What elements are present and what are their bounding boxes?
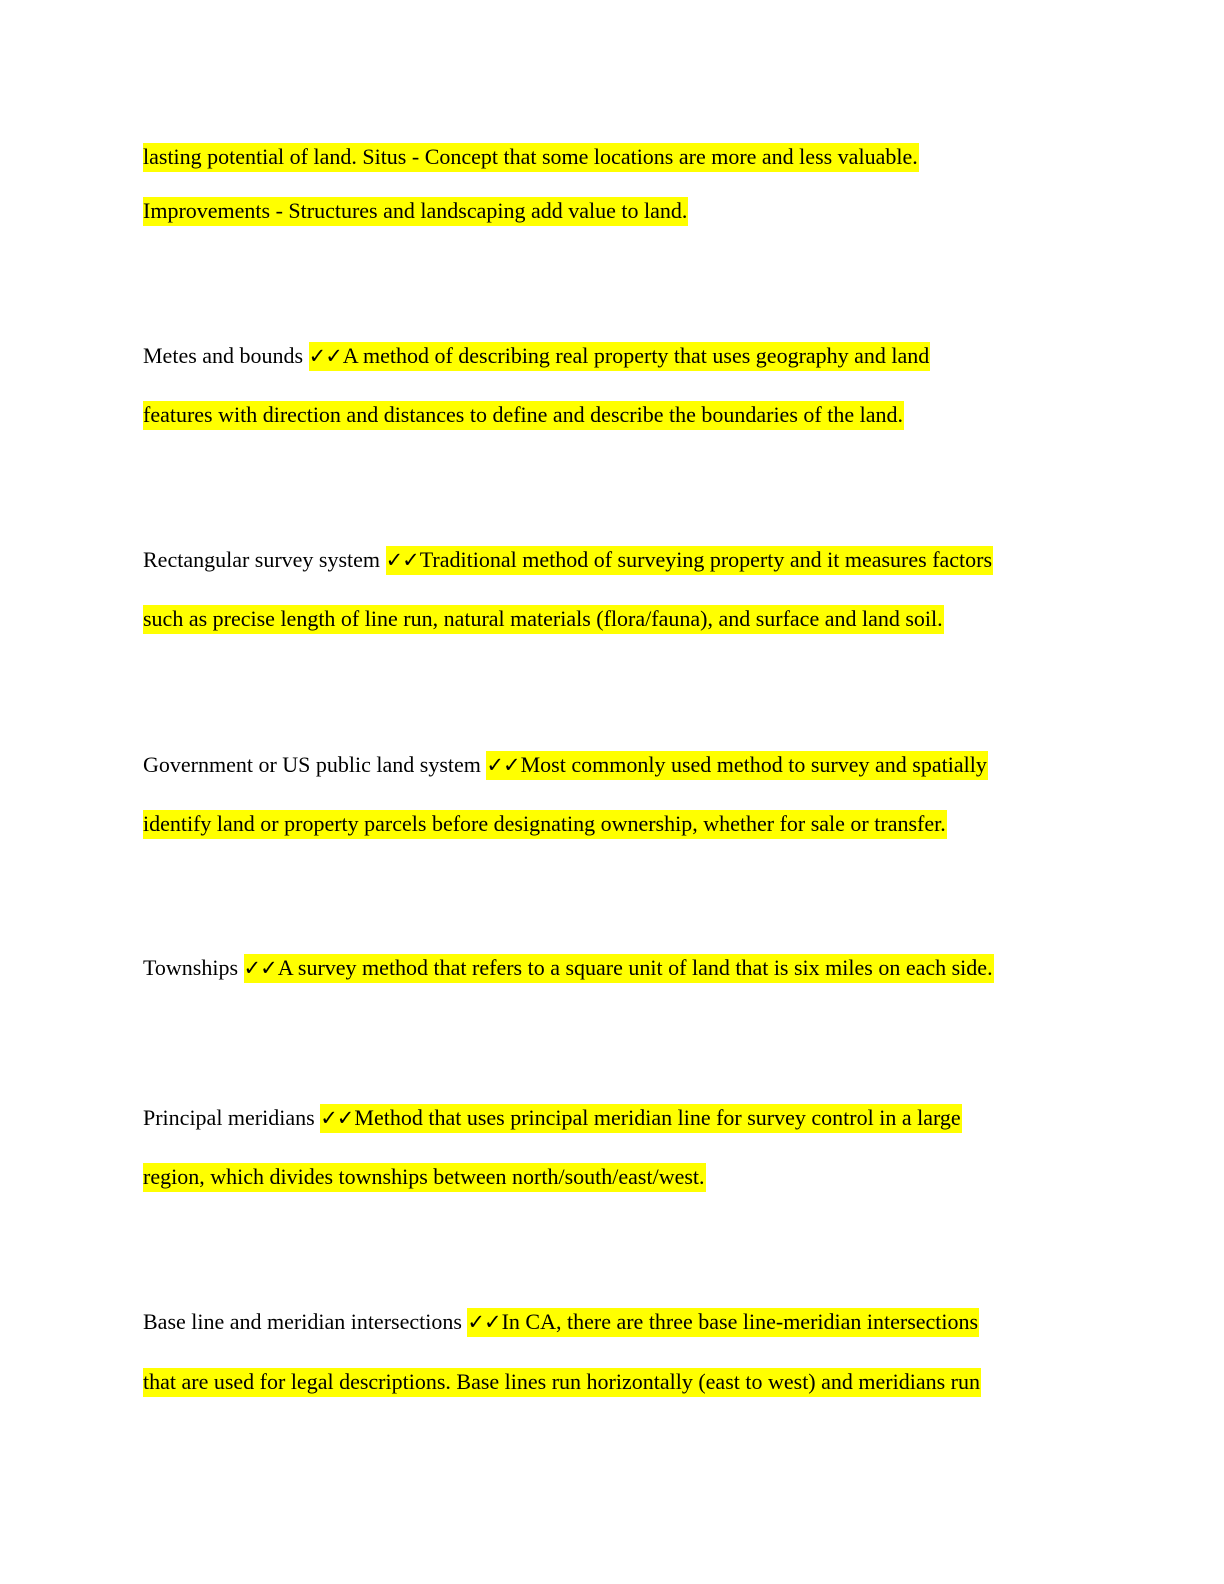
entry-principal-meridians: [143, 1104, 962, 1132]
entry-definition-line: A survey method that refers to a square unit of land that is six miles on each side.: [277, 955, 993, 980]
entry-metes-and-bounds: [143, 342, 930, 370]
entry-metes-and-bounds-cont: [143, 401, 904, 429]
entry-definition-line: A method of describing real property that uses geography and land: [342, 343, 930, 368]
double-check-icon: ✓✓: [320, 1106, 354, 1130]
double-check-icon: ✓✓: [467, 1310, 501, 1334]
intro-line-1-text: lasting potential of land. Situs - Concept that some locations are more and less valuable.: [143, 143, 919, 172]
entry-term: Base line and meridian intersections: [143, 1309, 462, 1334]
double-check-icon: ✓✓: [486, 753, 520, 777]
entry-rectangular-survey-system-cont: [143, 605, 944, 633]
entry-townships: [143, 954, 994, 982]
entry-definition-line: Most commonly used method to survey and spatially: [520, 752, 987, 777]
entry-definition-line: identify land or property parcels before designating ownership, whether for sale or transfer.: [143, 810, 947, 839]
entry-term: Metes and bounds: [143, 343, 304, 368]
intro-line-1: [143, 143, 919, 171]
entry-definition-line: such as precise length of line run, natural materials (flora/fauna), and surface and land soil.: [143, 605, 944, 634]
double-check-icon: ✓✓: [243, 956, 277, 980]
double-check-icon: ✓✓: [385, 548, 419, 572]
entry-term: Principal meridians: [143, 1105, 315, 1130]
intro-line-2: [143, 197, 688, 225]
entry-definition-line: In CA, there are three base line-meridian intersections: [501, 1309, 979, 1334]
double-check-icon: ✓✓: [308, 344, 342, 368]
entry-government-public-land-system: [143, 751, 988, 779]
entry-term: Townships: [143, 955, 239, 980]
intro-line-2-text: Improvements - Structures and landscaping add value to land.: [143, 197, 688, 226]
entry-definition-line: Method that uses principal meridian line for survey control in a large: [354, 1105, 961, 1130]
entry-government-public-land-system-cont: [143, 810, 947, 838]
entry-base-line-meridian-intersections-cont: [143, 1368, 981, 1396]
entry-term: Government or US public land system: [143, 752, 481, 777]
entry-rectangular-survey-system: [143, 546, 993, 574]
entry-definition-line: region, which divides townships between north/south/east/west.: [143, 1163, 706, 1192]
entry-base-line-meridian-intersections: [143, 1308, 979, 1336]
entry-definition-line: Traditional method of surveying property and it measures factors: [419, 547, 993, 572]
entry-term: Rectangular survey system: [143, 547, 381, 572]
entry-principal-meridians-cont: [143, 1163, 706, 1191]
entry-definition-line: features with direction and distances to define and describe the boundaries of the land.: [143, 401, 904, 430]
entry-definition-line: that are used for legal descriptions. Base lines run horizontally (east to west) and meridians run: [143, 1368, 981, 1397]
